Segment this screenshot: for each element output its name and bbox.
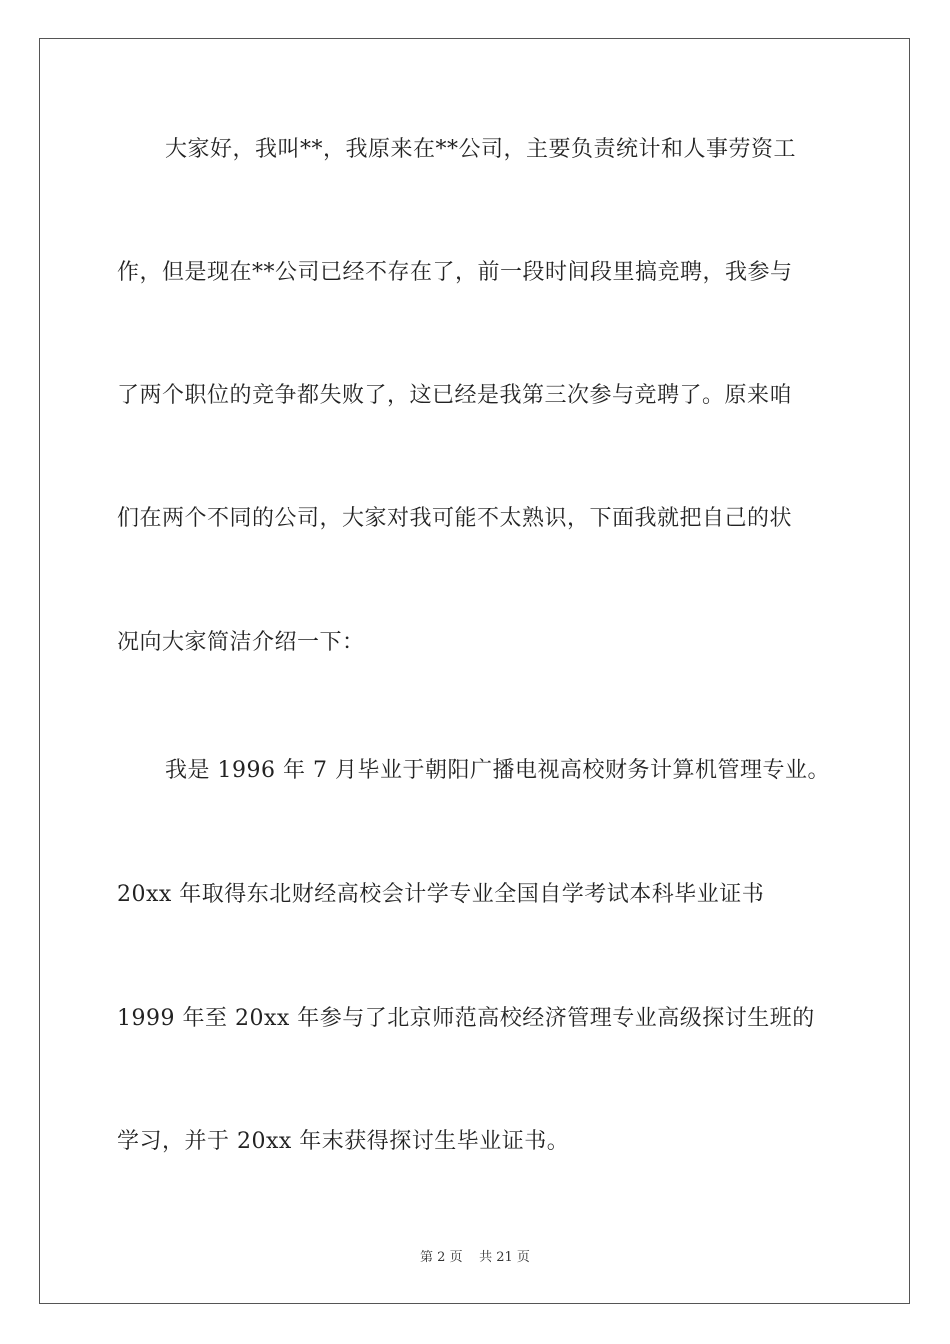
paragraph-line: 了两个职位的竞争都失败了，这已经是我第三次参与竞聘了。原来咱 [117,383,793,408]
paragraph-line: 20xx 年取得东北财经高校会计学专业全国自学考试本科毕业证书 [117,882,765,907]
paragraph-line: 们在两个不同的公司，大家对我可能不太熟识，下面我就把自己的状 [117,506,793,531]
page-number-total: 共 21 页 [479,1250,530,1265]
page-border [39,38,910,1304]
paragraph-line: 我是 1996 年 7 月毕业于朝阳广播电视高校财务计算机管理专业。 [165,758,830,783]
paragraph-line: 作，但是现在**公司已经不存在了，前一段时间段里搞竞聘，我参与 [117,260,793,285]
page-footer [0,1246,950,1265]
page-number-current: 第 2 页 [420,1250,463,1265]
paragraph-line: 1999 年至 20xx 年参与了北京师范高校经济管理专业高级探讨生班的 [117,1006,815,1031]
paragraph-line: 大家好，我叫**，我原来在**公司，主要负责统计和人事劳资工 [165,137,797,162]
paragraph-line: 学习，并于 20xx 年末获得探讨生毕业证书。 [117,1129,570,1154]
paragraph-line: 况向大家简洁介绍一下： [117,630,365,655]
